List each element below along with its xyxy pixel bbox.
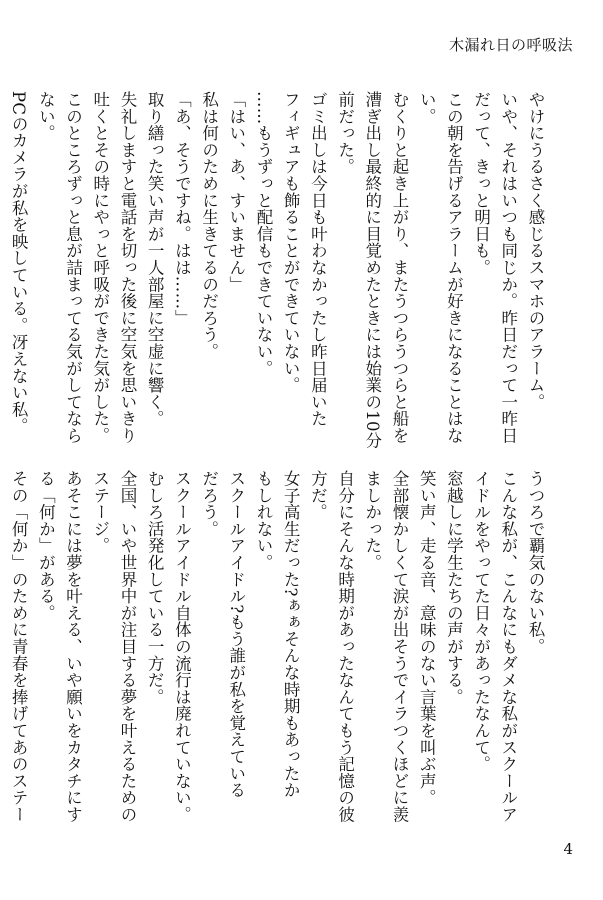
text-line: こんな私が、こんなにもダメな私がスクールア (498, 470, 518, 823)
page-number: 4 (563, 840, 573, 858)
text-line: ましかった。 (362, 470, 382, 571)
text-line: うつろで覇気のない私。 (526, 470, 545, 655)
text-line: 前だった。 (335, 91, 355, 175)
text-line: 漕ぎ出し最終的に目覚めたときには始業の10分 (362, 91, 382, 449)
text-line: スクールアイドル?もう誰が私を覚えている (226, 470, 246, 799)
text-line: イドルをやってた日々があったなんて。 (471, 470, 491, 773)
text-line: 窓越しに学生たちの声がする。 (444, 470, 464, 706)
text-line: 吐くとその時にやっと呼吸ができた気がした。 (90, 91, 110, 444)
text-line: あそこには夢を叶える、いや願いをカタチにす (63, 470, 83, 823)
text-line: むしろ活発化している一方だ。 (145, 470, 165, 706)
text-line: もしれない。 (253, 470, 273, 571)
text-line: だろう。 (199, 470, 219, 538)
text-line: 方だ。 (308, 470, 328, 521)
text-line: だって、きっと明日も。 (471, 91, 491, 276)
running-title: 木漏れ日の呼吸法 (448, 36, 573, 54)
text-line: ステージ。 (90, 470, 110, 554)
text-line: る「何か」がある。 (36, 470, 56, 622)
text-line: いや、それはいつも同じか。昨日だって一昨日 (498, 91, 518, 444)
text-line: 女子高生だった?ぁぁそんな時期もあったか (281, 470, 301, 799)
text-line: 全国、いや世界中が注目する夢を叶えるための (117, 470, 137, 823)
text-line: この朝を告げるアラームが好きになることはな (444, 91, 464, 444)
text-line: ゴミ出しは今日も叶わなかったし昨日届いた (308, 91, 328, 427)
text-line: 自分にそんな時期があったなんてもう記憶の彼 (335, 470, 355, 823)
text-line: その「何か」のために青春を捧げてあのステー (9, 470, 29, 823)
text-line: スクールアイドル自体の流行は廃れていない。 (172, 470, 192, 823)
text-line: 取り繕った笑い声が一人部屋に空虚に響く。 (145, 91, 165, 427)
text-line: PCのカメラが私を映している。冴えない私。 (9, 91, 29, 435)
text-line: い。 (417, 91, 437, 125)
text-line: 全部懐かしくて涙が出そうでイラつくほどに羨 (389, 470, 409, 823)
text-line: フィギュアも飾ることができていない。 (281, 91, 301, 394)
text-line: やけにうるさく感じるスマホのアラーム。 (526, 91, 545, 411)
text-line: むくりと起き上がり、またうつらうつらと船を (389, 91, 409, 444)
text-column-lower (9, 470, 549, 823)
text-line: ……もうずっと配信もできていない。 (253, 91, 273, 377)
text-line: 「あ、そうですね。はは……」 (172, 91, 192, 327)
text-line: 笑い声、走る音、意味のない言葉を叫ぶ声。 (417, 470, 437, 806)
text-line: このところずっと息が詰まってる気がしてなら (63, 91, 83, 444)
text-line: 失礼しますと電話を切った後に空気を思いきり (117, 91, 137, 444)
text-line: ない。 (36, 91, 56, 142)
text-column-upper (9, 91, 549, 449)
text-line: 私は何のために生きてるのだろう。 (199, 91, 219, 360)
text-line: 「はい、あ、すいません」 (226, 91, 246, 293)
